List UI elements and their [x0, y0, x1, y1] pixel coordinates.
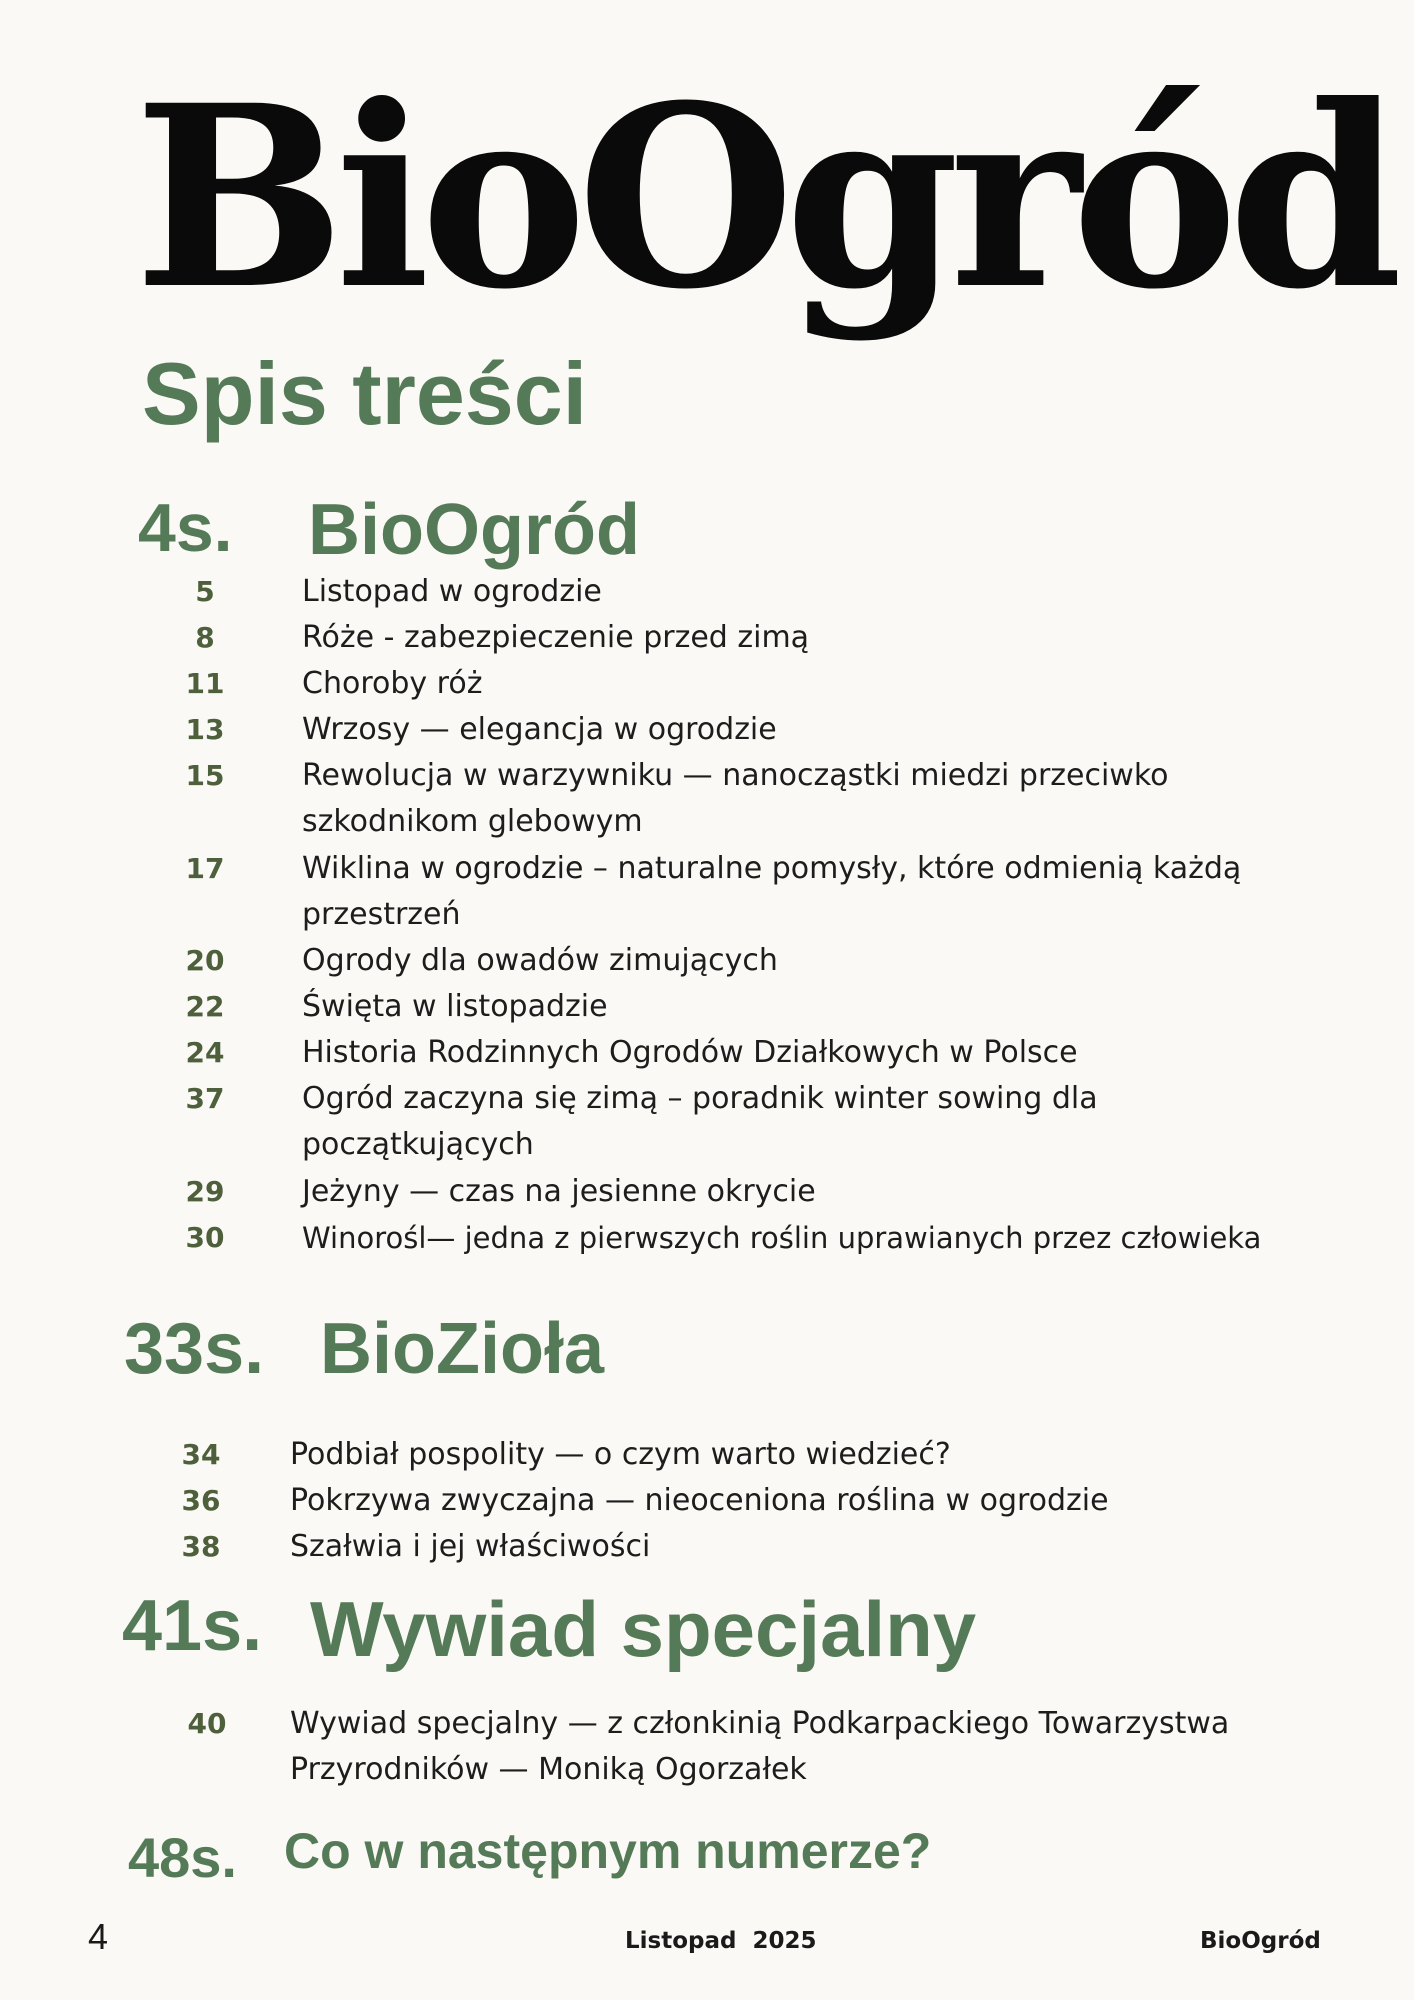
entry-title[interactable]: Ogrody dla owadów zimujących	[302, 943, 778, 978]
section-page-number: 48s.	[128, 1826, 237, 1889]
entry-title[interactable]: Ogród zaczyna się zimą – poradnik winter sowing dla początkujących	[302, 1081, 1098, 1162]
entry-title[interactable]: Jeżyny — czas na jesienne okrycie	[302, 1174, 816, 1209]
entry-title[interactable]: Pokrzywa zwyczajna — nieoceniona roślina w ogrodzie	[290, 1483, 1109, 1518]
entry-page-number: 34	[181, 1438, 221, 1471]
entry-page-number: 38	[181, 1530, 221, 1563]
footer-date: Listopad 2025	[625, 1928, 817, 1954]
entry-page-number: 20	[185, 944, 225, 977]
section-page-number: 33s.	[124, 1309, 265, 1389]
entry-page-number: 5	[195, 575, 215, 608]
entry-page-number: 8	[195, 621, 215, 654]
entry-page-number: 13	[185, 713, 225, 746]
entry-title[interactable]: Podbiał pospolity — o czym warto wiedzieć?	[290, 1437, 951, 1472]
entry-page-number: 29	[185, 1175, 225, 1208]
entry-title[interactable]: Listopad w ogrodzie	[302, 574, 602, 609]
section-page-number: 41s.	[122, 1586, 263, 1666]
entry-title[interactable]: Wrzosy — elegancja w ogrodzie	[302, 712, 777, 747]
entry-title[interactable]: Winorośl— jedna z pierwszych roślin uprawianych przez człowieka	[302, 1221, 1262, 1255]
entry-title[interactable]: Szałwia i jej właściwości	[290, 1529, 651, 1564]
footer-page-number: 4	[88, 1916, 109, 1957]
entry-page-number: 30	[185, 1221, 225, 1254]
entry-page-number: 40	[187, 1707, 227, 1740]
section-title: BioOgród	[308, 490, 640, 570]
entry-title[interactable]: Róże - zabezpieczenie przed zimą	[302, 620, 810, 655]
section-title: BioZioła	[320, 1309, 604, 1389]
entry-title[interactable]: Wywiad specjalny — z członkinią Podkarpackiego Towarzystwa Przyrodników — Moniką Ogorzałek	[290, 1706, 1230, 1787]
section-title: Co w następnym numerze?	[284, 1823, 932, 1879]
footer-brand: BioOgród	[1200, 1928, 1321, 1954]
entry-page-number: 22	[185, 990, 225, 1023]
entry-page-number: 24	[185, 1036, 225, 1069]
entry-page-number: 17	[185, 852, 225, 885]
toc-title: Spis treści	[142, 344, 588, 443]
entry-page-number: 36	[181, 1484, 221, 1517]
entry-title[interactable]: Święta w listopadzie	[302, 989, 608, 1024]
entry-title[interactable]: Choroby róż	[302, 666, 483, 701]
entry-page-number: 15	[185, 759, 225, 792]
section-title: Wywiad specjalny	[310, 1585, 977, 1673]
masthead: BioOgród	[134, 50, 1393, 344]
entry-page-number: 37	[185, 1082, 225, 1115]
entry-page-number: 11	[185, 667, 225, 700]
entry-title[interactable]: Rewolucja w warzywniku — nanocząstki miedzi przeciwko szkodnikom glebowym	[302, 758, 1169, 839]
section-page-number: 4s.	[138, 490, 233, 566]
entry-title[interactable]: Wiklina w ogrodzie – naturalne pomysły, które odmienią każdą przestrzeń	[302, 851, 1242, 932]
entry-title[interactable]: Historia Rodzinnych Ogrodów Działkowych w Polsce	[302, 1035, 1078, 1070]
